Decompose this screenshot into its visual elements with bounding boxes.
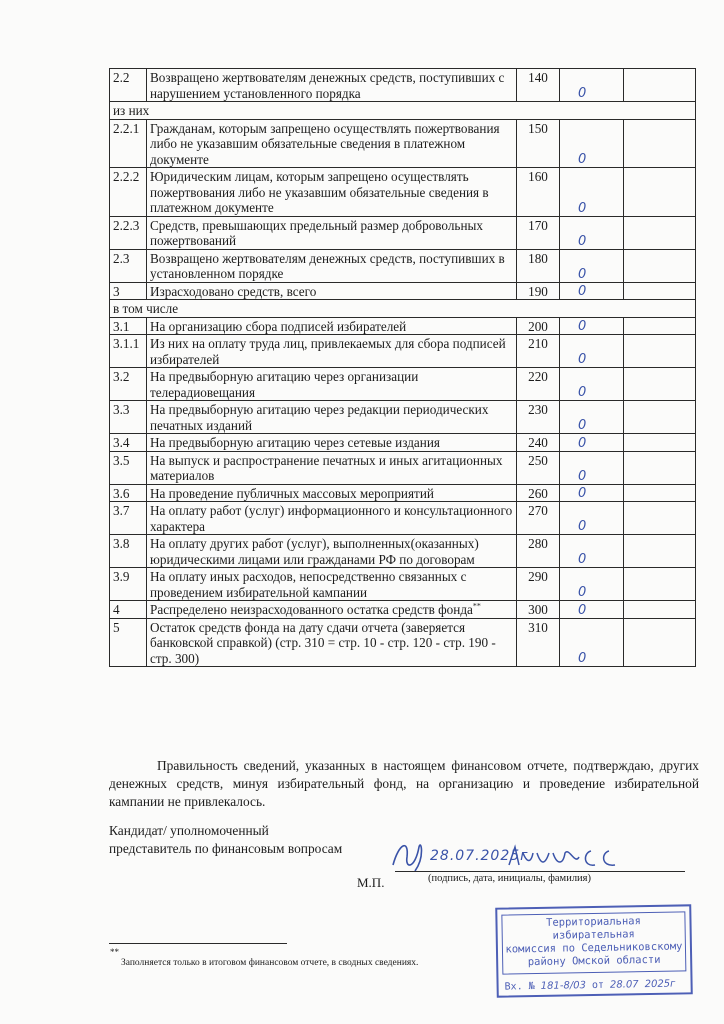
row-empty-cell <box>624 335 696 368</box>
row-description-text: Распределено неизрасходованного остатка средств фонда <box>150 602 473 617</box>
footnote-mark: ** <box>110 947 119 957</box>
row-code: 170 <box>517 216 560 249</box>
table-row <box>110 401 696 434</box>
row-description <box>147 335 517 368</box>
row-code: 240 <box>517 434 560 452</box>
row-value-cell <box>560 69 624 102</box>
row-number: 2.2 <box>110 69 147 102</box>
table-row <box>110 335 696 368</box>
row-description-text: На оплату других работ (услуг), выполненных(оказанных) юридическими лицами или гражданами РФ по договорам <box>150 536 479 567</box>
row-empty-cell <box>624 69 696 102</box>
table-group-row <box>110 102 696 120</box>
handwritten-value: 0 <box>578 200 587 216</box>
handwritten-value: 0 <box>578 319 587 334</box>
row-number: 4 <box>110 601 147 619</box>
row-empty-cell <box>624 401 696 434</box>
handwritten-value: 0 <box>578 519 587 534</box>
table-row <box>110 168 696 217</box>
handwritten-value: 0 <box>578 152 587 167</box>
handwritten-value: 0 <box>578 233 587 249</box>
table-row <box>110 119 696 168</box>
row-empty-cell <box>624 249 696 282</box>
row-code: 200 <box>517 317 560 335</box>
row-empty-cell <box>624 119 696 168</box>
table-row <box>110 484 696 502</box>
row-number: 3.7 <box>110 502 147 535</box>
row-number: 3.5 <box>110 451 147 484</box>
row-description <box>147 216 517 249</box>
row-description <box>147 168 517 217</box>
footnote-ref: ** <box>472 601 481 611</box>
stamp-in-label: Вх. № <box>504 981 535 993</box>
row-code: 300 <box>517 601 560 619</box>
row-description-text: На выпуск и распространение печатных и иных агитационных материалов <box>150 452 503 483</box>
table-row <box>110 434 696 452</box>
registration-stamp <box>495 904 693 997</box>
row-number: 2.2.3 <box>110 216 147 249</box>
row-value-cell <box>560 119 624 168</box>
row-description <box>147 119 517 168</box>
handwritten-value: 0 <box>578 585 587 600</box>
handwritten-value: 0 <box>578 352 587 367</box>
row-number: 2.2.2 <box>110 168 147 217</box>
handwritten-value: 0 <box>578 86 587 101</box>
row-code: 210 <box>517 335 560 368</box>
row-code: 270 <box>517 502 560 535</box>
table-group-row <box>110 300 696 318</box>
row-value-cell <box>560 168 624 217</box>
row-value-cell <box>560 368 624 401</box>
row-value-cell <box>560 484 624 502</box>
row-value-cell <box>560 335 624 368</box>
stamp-line2: комиссия по Седельниковскому <box>505 940 683 956</box>
row-empty-cell <box>624 368 696 401</box>
table-row <box>110 568 696 601</box>
row-code: 260 <box>517 484 560 502</box>
table-row <box>110 317 696 335</box>
table-row <box>110 249 696 282</box>
handwritten-value: 0 <box>578 435 587 451</box>
row-description <box>147 484 517 502</box>
candidate-label <box>109 822 342 858</box>
row-value-cell <box>560 317 624 335</box>
table-row <box>110 216 696 249</box>
row-description <box>147 69 517 102</box>
row-empty-cell <box>624 451 696 484</box>
stamp-in-date: 28.07 <box>609 979 639 991</box>
row-description-text: На предвыборную агитацию через организации телерадиовещания <box>150 369 419 400</box>
row-description <box>147 434 517 452</box>
row-number: 3.1.1 <box>110 335 147 368</box>
row-code: 180 <box>517 249 560 282</box>
row-empty-cell <box>624 601 696 619</box>
row-code: 250 <box>517 451 560 484</box>
footnote-divider <box>109 943 287 944</box>
group-label: в том числе <box>110 300 696 318</box>
row-description <box>147 368 517 401</box>
row-number: 3.1 <box>110 317 147 335</box>
stamp-in-year: 2025г <box>644 978 676 991</box>
row-description <box>147 535 517 568</box>
handwritten-value: 0 <box>578 284 587 299</box>
table-row <box>110 368 696 401</box>
table-row <box>110 451 696 484</box>
handwritten-value: 0 <box>578 602 587 618</box>
row-number: 3 <box>110 282 147 300</box>
row-empty-cell <box>624 216 696 249</box>
row-description-text: Возвращено жертвователям денежных средств, поступивших с нарушением установленного порядка <box>150 70 505 101</box>
row-empty-cell <box>624 434 696 452</box>
row-value-cell <box>560 249 624 282</box>
row-description-text: На оплату иных расходов, непосредственно связанных с проведением избирательной кампании <box>150 569 467 600</box>
table-row <box>110 535 696 568</box>
row-code: 280 <box>517 535 560 568</box>
signature-date: 28.07.2025г <box>430 848 529 864</box>
row-number: 3.3 <box>110 401 147 434</box>
row-empty-cell <box>624 618 696 667</box>
row-number: 3.9 <box>110 568 147 601</box>
row-description-text: Остаток средств фонда на дату сдачи отчета (заверяется банковской справкой) (стр. 310 = стр. 10 - стр. 120 - стр. 190 - стр. 300) <box>150 619 496 666</box>
stamp-line3: району Омской области <box>527 953 661 969</box>
stamp-header <box>501 911 686 974</box>
row-description <box>147 317 517 335</box>
row-code: 290 <box>517 568 560 601</box>
row-empty-cell <box>624 317 696 335</box>
handwritten-value: 0 <box>578 385 587 400</box>
row-empty-cell <box>624 168 696 217</box>
row-description-text: На предвыборную агитацию через сетевые издания <box>150 435 440 450</box>
table-row <box>110 69 696 102</box>
table-row <box>110 618 696 667</box>
row-value-cell <box>560 601 624 619</box>
candidate-label-line2: представитель по финансовым вопросам <box>109 841 343 856</box>
row-number: 2.2.1 <box>110 119 147 168</box>
row-code: 310 <box>517 618 560 667</box>
row-description <box>147 401 517 434</box>
row-description-text: Возвращено жертвователям денежных средств, поступивших в установленном порядке <box>150 250 505 281</box>
table-row <box>110 502 696 535</box>
signature-caption: (подпись, дата, инициалы, фамилия) <box>428 873 592 884</box>
row-description <box>147 249 517 282</box>
stamp-in-number: 181-8/03 <box>540 980 586 992</box>
row-description <box>147 502 517 535</box>
handwritten-value: 0 <box>578 468 587 484</box>
row-empty-cell <box>624 484 696 502</box>
signature-mark-icon <box>385 835 435 875</box>
row-value-cell <box>560 502 624 535</box>
row-number: 3.8 <box>110 535 147 568</box>
handwritten-value: 0 <box>578 651 587 666</box>
stamp-from-label: от <box>591 979 605 992</box>
row-value-cell <box>560 216 624 249</box>
row-number: 5 <box>110 618 147 667</box>
confirmation-paragraph: Правильность сведений, указанных в настоящем финансовом отчете, подтверждаю, других денежных средств, минуя избирательный фонд, на организацию и проведение избирательной кампании не привлекалось. <box>109 758 699 809</box>
stamp-line1: Территориальная избирательная <box>545 915 641 942</box>
row-description <box>147 618 517 667</box>
row-code: 190 <box>517 282 560 300</box>
row-empty-cell <box>624 282 696 300</box>
handwritten-value: 0 <box>578 266 587 282</box>
row-description <box>147 451 517 484</box>
row-description-text: Из них на оплату труда лиц, привлекаемых для сбора подписей избирателей <box>150 336 506 367</box>
row-description-text: Гражданам, которым запрещено осуществлять пожертвования либо не указавшим обязательные сведения в платежном документе <box>150 120 500 167</box>
row-value-cell <box>560 282 624 300</box>
row-description-text: Юридическим лицам, которым запрещено осуществлять пожертвования либо не указавшим обязательные сведения в платежном документе <box>150 169 489 215</box>
handwritten-value: 0 <box>578 486 587 501</box>
row-code: 220 <box>517 368 560 401</box>
row-value-cell <box>560 618 624 667</box>
stamp-registration-line <box>499 977 691 993</box>
signature-name-scribble-icon <box>505 843 655 873</box>
row-value-cell <box>560 535 624 568</box>
row-value-cell <box>560 451 624 484</box>
row-value-cell <box>560 434 624 452</box>
row-number: 2.3 <box>110 249 147 282</box>
row-empty-cell <box>624 502 696 535</box>
row-code: 230 <box>517 401 560 434</box>
row-description-text: На организацию сбора подписей избирателей <box>150 318 407 334</box>
row-value-cell <box>560 568 624 601</box>
row-empty-cell <box>624 568 696 601</box>
row-description-text: Израсходовано средств, всего <box>150 283 317 299</box>
row-number: 3.4 <box>110 434 147 452</box>
group-label: из них <box>110 102 696 120</box>
candidate-label-line1: Кандидат/ уполномоченный <box>109 823 269 838</box>
row-value-cell <box>560 401 624 434</box>
footnote-text: Заполняется только в итоговом финансовом отчете, в сводных сведениях. <box>121 958 419 968</box>
row-description-text: На предвыборную агитацию через редакции периодических печатных изданий <box>150 402 489 433</box>
signature-line <box>395 871 685 872</box>
financial-report-table <box>109 68 696 667</box>
row-code: 160 <box>517 168 560 217</box>
table-body <box>110 69 696 667</box>
table-row <box>110 601 696 619</box>
row-number: 3.6 <box>110 484 147 502</box>
row-code: 150 <box>517 119 560 168</box>
row-code: 140 <box>517 69 560 102</box>
handwritten-value: 0 <box>578 418 587 433</box>
row-description-text: На оплату работ (услуг) информационного и консультационного характера <box>150 503 513 534</box>
row-description <box>147 568 517 601</box>
handwritten-value: 0 <box>578 552 587 567</box>
row-description-text: Средств, превышающих предельный размер добровольных пожертвований <box>150 217 483 248</box>
row-empty-cell <box>624 535 696 568</box>
stamp-place-label: М.П. <box>357 875 385 890</box>
row-number: 3.2 <box>110 368 147 401</box>
row-description-text: На проведение публичных массовых мероприятий <box>150 485 434 501</box>
row-description <box>147 282 517 300</box>
row-description <box>147 601 517 619</box>
table-row <box>110 282 696 300</box>
